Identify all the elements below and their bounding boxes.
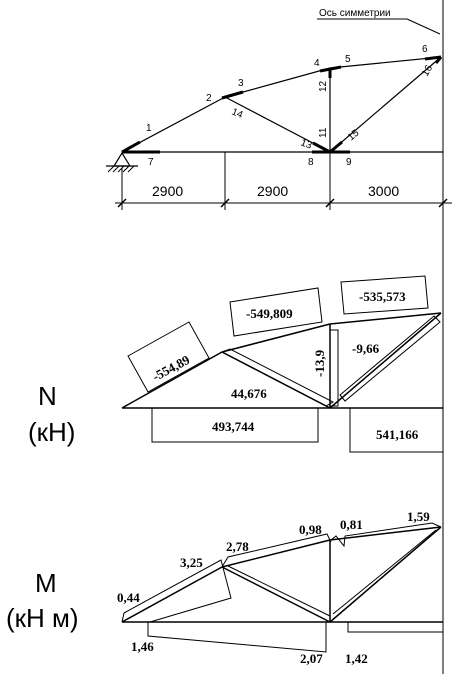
dimension-labels [152, 183, 399, 199]
n-value-brace-left: 44,676 [231, 386, 267, 401]
m-value-4: 0,98 [299, 522, 322, 537]
n-value-lower-left: 493,744 [212, 419, 255, 434]
n-value-lower-right: 541,166 [376, 427, 419, 442]
hatch-4 [123, 166, 129, 172]
dimension-3: 3000 [368, 183, 400, 199]
symmetry-leader-tail [407, 19, 440, 34]
m-lower-right [348, 622, 443, 632]
dimension-2: 2900 [257, 183, 289, 199]
symmetry-axis-label: Ось симметрии [319, 8, 391, 19]
hatch-2 [113, 166, 119, 172]
n-top-chord-3 [330, 313, 441, 324]
node-label-14: 14 [229, 106, 245, 121]
node-label-1: 1 [146, 123, 152, 134]
m-value-3: 2,78 [226, 539, 249, 554]
n-top-chord-2 [222, 324, 330, 352]
m-value-8: 2,07 [300, 651, 323, 666]
node-label-7: 7 [148, 157, 154, 168]
n-band-brace-right [340, 316, 440, 401]
node-label-6: 6 [422, 44, 428, 55]
node-label-15: 15 [345, 127, 362, 144]
node-label-13: 13 [298, 137, 314, 152]
m-lower-left [148, 622, 326, 652]
m-inner-left [228, 566, 330, 616]
node-label-2: 2 [206, 93, 212, 104]
m-inner-right [333, 530, 436, 614]
m-values [117, 509, 430, 666]
thick-seg-b [222, 92, 243, 98]
m-value-1: 0,44 [117, 590, 140, 605]
node-label-11: 11 [318, 127, 329, 138]
n-value-upper-mid: -549,809 [246, 306, 293, 321]
n-diagram-unit: (кН) [28, 417, 76, 447]
n-value-upper-left: -554,89 [149, 351, 193, 385]
m-brace-left [222, 567, 330, 622]
node-label-4: 4 [314, 58, 320, 69]
truss-labels [146, 8, 435, 168]
hatch-5 [128, 166, 134, 172]
m-value-9: 1,42 [345, 651, 368, 666]
node-label-5: 5 [345, 54, 351, 65]
m-value-7: 1,46 [131, 639, 154, 654]
node-label-3: 3 [238, 78, 244, 89]
dimension-1: 2900 [152, 183, 184, 199]
m-brace-right [330, 527, 441, 622]
m-diagram [122, 523, 443, 652]
m-value-2: 3,25 [180, 555, 203, 570]
m-value-6: 1,59 [407, 509, 430, 524]
support-icon [114, 153, 130, 166]
m-diagram-unit: (кН м) [6, 603, 79, 633]
node-label-16: 16 [420, 63, 436, 79]
hatch-1 [108, 166, 114, 172]
n-value-upper-right: -535,573 [359, 289, 406, 304]
m-diagram-label: M [35, 568, 57, 598]
n-brace-right [330, 313, 441, 408]
hatch-3 [118, 166, 124, 172]
n-diagram-label: N [38, 381, 57, 411]
node-label-12: 12 [318, 80, 329, 92]
n-value-brace-right: -9,66 [352, 341, 380, 356]
n-value-post: -13,9 [312, 349, 327, 377]
n-band-post [330, 330, 338, 406]
node-label-9: 9 [346, 157, 352, 168]
m-value-5: 0,81 [340, 517, 363, 532]
node-label-8: 8 [308, 157, 314, 168]
